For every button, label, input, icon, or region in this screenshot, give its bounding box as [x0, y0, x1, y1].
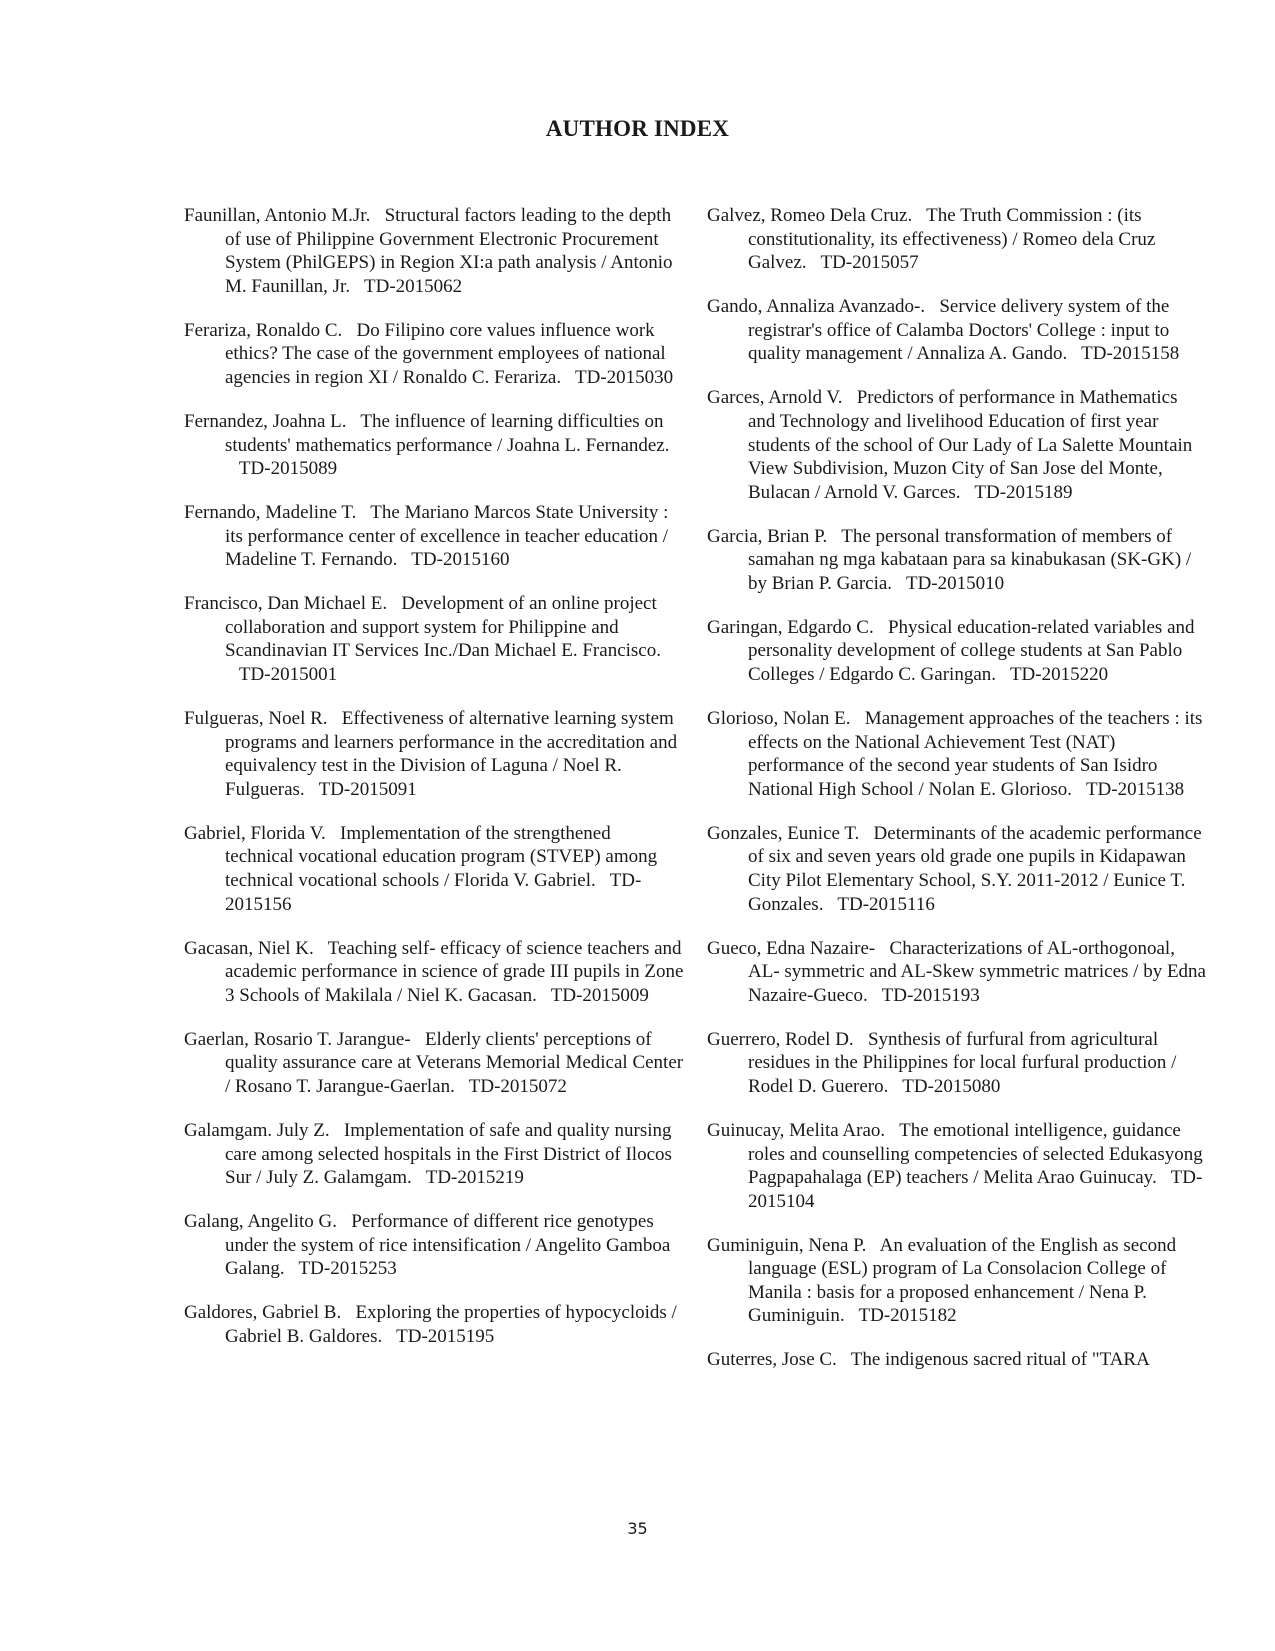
- index-entry: [707, 1348, 1207, 1372]
- entry-title: Synthesis of furfural from agricultural residues in the Philippines for local furfural production / Rodel D. Guerero.: [748, 1028, 1177, 1097]
- entry-author: Gabriel, Florida V.: [184, 822, 326, 844]
- entry-author: Guerrero, Rodel D.: [707, 1028, 854, 1050]
- entry-id: TD-2015030: [575, 366, 674, 388]
- entry-author: Galvez, Romeo Dela Cruz.: [707, 205, 913, 226]
- entry-author: Guinucay, Melita Arao.: [707, 1119, 886, 1141]
- entry-title: Implementation of the strengthened technical vocational education program (STVEP) among technical vocational schools / Florida V. Gabriel.: [225, 822, 658, 891]
- index-entry: [184, 937, 684, 1008]
- entry-author: Gacasan, Niel K.: [184, 937, 314, 959]
- entry-id: TD-2015195: [396, 1325, 495, 1347]
- index-entry: [184, 1119, 684, 1190]
- entry-author: Fernando, Madeline T.: [184, 502, 357, 524]
- entry-title: The influence of learning difficulties on students' mathematics performance / Joahna L. Fernandez.: [225, 410, 670, 456]
- index-entry: [707, 707, 1207, 801]
- entry-title: Exploring the properties of hypocycloids / Gabriel B. Galdores.: [225, 1302, 677, 1347]
- entry-id: TD-2015062: [364, 275, 463, 297]
- entry-author: Guterres, Jose C.: [707, 1349, 837, 1371]
- entry-id: TD-2015091: [318, 778, 417, 800]
- index-entry: [707, 525, 1207, 596]
- entry-author: Gaerlan, Rosario T. Jarangue-: [184, 1028, 411, 1050]
- entry-id: TD-2015219: [425, 1167, 524, 1189]
- entry-author: Galang, Angelito G.: [184, 1211, 338, 1233]
- entry-id: TD-2015001: [238, 664, 338, 686]
- entry-id: TD-2015089: [238, 458, 338, 480]
- entry-id: TD-2015158: [1081, 343, 1180, 365]
- entry-author: Garces, Arnold V.: [707, 387, 843, 409]
- entry-id: TD-2015253: [298, 1258, 397, 1280]
- entry-id: TD-2015138: [1085, 778, 1185, 800]
- entry-title: Implementation of safe and quality nursing care among selected hospitals in the First District of Ilocos Sur / July Z. Galamgam.: [225, 1119, 672, 1189]
- entry-id: TD-2015057: [820, 252, 919, 274]
- entry-author: Glorioso, Nolan E.: [707, 708, 851, 730]
- entry-author: Faunillan, Antonio M.Jr.: [184, 205, 371, 226]
- index-entry: [184, 501, 684, 572]
- entry-author: Galdores, Gabriel B.: [184, 1302, 342, 1324]
- entry-author: Francisco, Dan Michael E.: [184, 593, 388, 615]
- entry-title: The Mariano Marcos State University : its performance center of excellence in teacher education / Madeline T. Fernando.: [225, 502, 669, 571]
- entry-id: TD-2015116: [837, 893, 935, 915]
- entry-title: The personal transformation of members of samahan ng mga kabataan para sa kinabukasan (SK-GK) / by Brian P. Garcia.: [748, 525, 1192, 594]
- entry-author: Garingan, Edgardo C.: [707, 616, 874, 638]
- entry-id: TD-2015072: [468, 1075, 567, 1097]
- entry-id: TD-2015156: [225, 870, 642, 915]
- entry-title: Do Filipino core values influence work ethics? The case of the government employees of national agencies in region XI / Ronaldo C. Ferariza.: [225, 319, 666, 388]
- index-entry: [184, 1028, 684, 1099]
- index-entry: [707, 295, 1207, 366]
- entry-author: Guminiguin, Nena P.: [707, 1234, 867, 1256]
- entry-title: Characterizations of AL-orthogonoal, AL- symmetric and AL-Skew symmetric matrices / by Edna Nazaire-Gueco.: [748, 937, 1206, 1006]
- index-entry: [707, 937, 1207, 1008]
- entry-id: TD-2015080: [902, 1075, 1001, 1097]
- entry-author: Galamgam. July Z.: [184, 1119, 330, 1141]
- entry-title: Development of an online project collaboration and support system for Philippine and Scandinavian IT Services Inc./Dan Michael E. Francisco.: [225, 593, 661, 662]
- entry-id: TD-2015160: [411, 549, 510, 571]
- entry-author: Ferariza, Ronaldo C.: [184, 319, 343, 341]
- index-entry: [707, 386, 1207, 504]
- entry-author: Fulgueras, Noel R.: [184, 708, 328, 730]
- entry-author: Fernandez, Joahna L.: [184, 410, 347, 432]
- entry-title: Physical education-related variables and personality development of college students at San Pablo Colleges / Edgardo C. Garingan.: [748, 616, 1195, 686]
- index-entry: [707, 616, 1207, 687]
- index-entry: [184, 410, 684, 481]
- entry-id: TD-2015193: [881, 984, 980, 1006]
- right-column: [707, 204, 1207, 1392]
- entry-title: The emotional intelligence, guidance roles and counselling competencies of selected Edukasyong Pagpapahalaga (EP) teachers / Melita Arao Guinucay.: [748, 1119, 1203, 1189]
- index-entry: [184, 707, 684, 801]
- entry-title: Structural factors leading to the depth of use of Philippine Government Electronic Procurement System (PhilGEPS) in Region XI:a path analysis / Antonio M. Faunillan, Jr.: [225, 205, 673, 297]
- entry-title: Predictors of performance in Mathematics and Technology and livelihood Education of first year students of the school of Our Lady of La Salette Mountain View Subdivision, Muzon City of San Jose del Monte, Bulacan / Arnold V. Garces.: [748, 387, 1193, 503]
- page-number: 35: [627, 1519, 648, 1538]
- index-entry: [184, 1301, 684, 1348]
- index-entry: [707, 204, 1207, 275]
- entry-title: Teaching self- efficacy of science teachers and academic performance in science of grade III pupils in Zone 3 Schools of Makilala / Niel K. Gacasan.: [225, 937, 684, 1006]
- entry-title: An evaluation of the English as second language (ESL) program of La Consolacion College of Manila : basis for a proposed enhancement / Nena P. Guminiguin.: [748, 1234, 1177, 1327]
- entry-id: TD-2015104: [748, 1167, 1203, 1212]
- entry-title: Effectiveness of alternative learning system programs and learners performance in the accreditation and equivalency test in the Division of Laguna / Noel R. Fulgueras.: [225, 708, 678, 800]
- left-column: [184, 204, 684, 1369]
- entry-id: TD-2015010: [905, 572, 1005, 594]
- index-entry: [184, 319, 684, 390]
- index-entry: [184, 204, 684, 298]
- index-entry: [707, 1234, 1207, 1328]
- entry-id: TD-2015009: [550, 984, 649, 1006]
- index-entry: [707, 1119, 1207, 1213]
- index-entry: [184, 822, 684, 916]
- entry-author: Garcia, Brian P.: [707, 525, 828, 547]
- entry-id: TD-2015220: [1009, 664, 1109, 686]
- entry-author: Gando, Annaliza Avanzado-.: [707, 296, 926, 318]
- entry-title: Elderly clients' perceptions of quality assurance care at Veterans Memorial Medical Center / Rosano T. Jarangue-Gaerlan.: [225, 1028, 684, 1097]
- entry-title: The Truth Commission : (its constitutionality, its effectiveness) / Romeo dela Cruz Galvez.: [748, 205, 1156, 274]
- page-title: AUTHOR INDEX: [545, 116, 730, 141]
- index-entry: [184, 1210, 684, 1281]
- entry-id: TD-2015189: [974, 481, 1073, 503]
- entry-title: Service delivery system of the registrar's office of Calamba Doctors' College : input to quality management / Annaliza A. Gando.: [748, 296, 1170, 365]
- entry-title: Determinants of the academic performance of six and seven years old grade one pupils in Kidapawan City Pilot Elementary School, S.Y. 2011-2012 / Eunice T. Gonzales.: [748, 822, 1202, 915]
- entry-title: Performance of different rice genotypes under the system of rice intensification / Angelito Gamboa Galang.: [225, 1211, 671, 1280]
- entry-author: Gonzales, Eunice T.: [707, 822, 860, 844]
- index-entry: [707, 1028, 1207, 1099]
- entry-title: The indigenous sacred ritual of "TARA: [850, 1349, 1149, 1371]
- entry-author: Gueco, Edna Nazaire-: [707, 937, 876, 959]
- entry-title: Management approaches of the teachers : its effects on the National Achievement Test (NAT) performance of the second year students of San Isidro National High School / Nolan E. Glorioso.: [748, 708, 1203, 800]
- entry-id: TD-2015182: [858, 1305, 957, 1327]
- index-entry: [707, 822, 1207, 916]
- index-entry: [184, 592, 684, 686]
